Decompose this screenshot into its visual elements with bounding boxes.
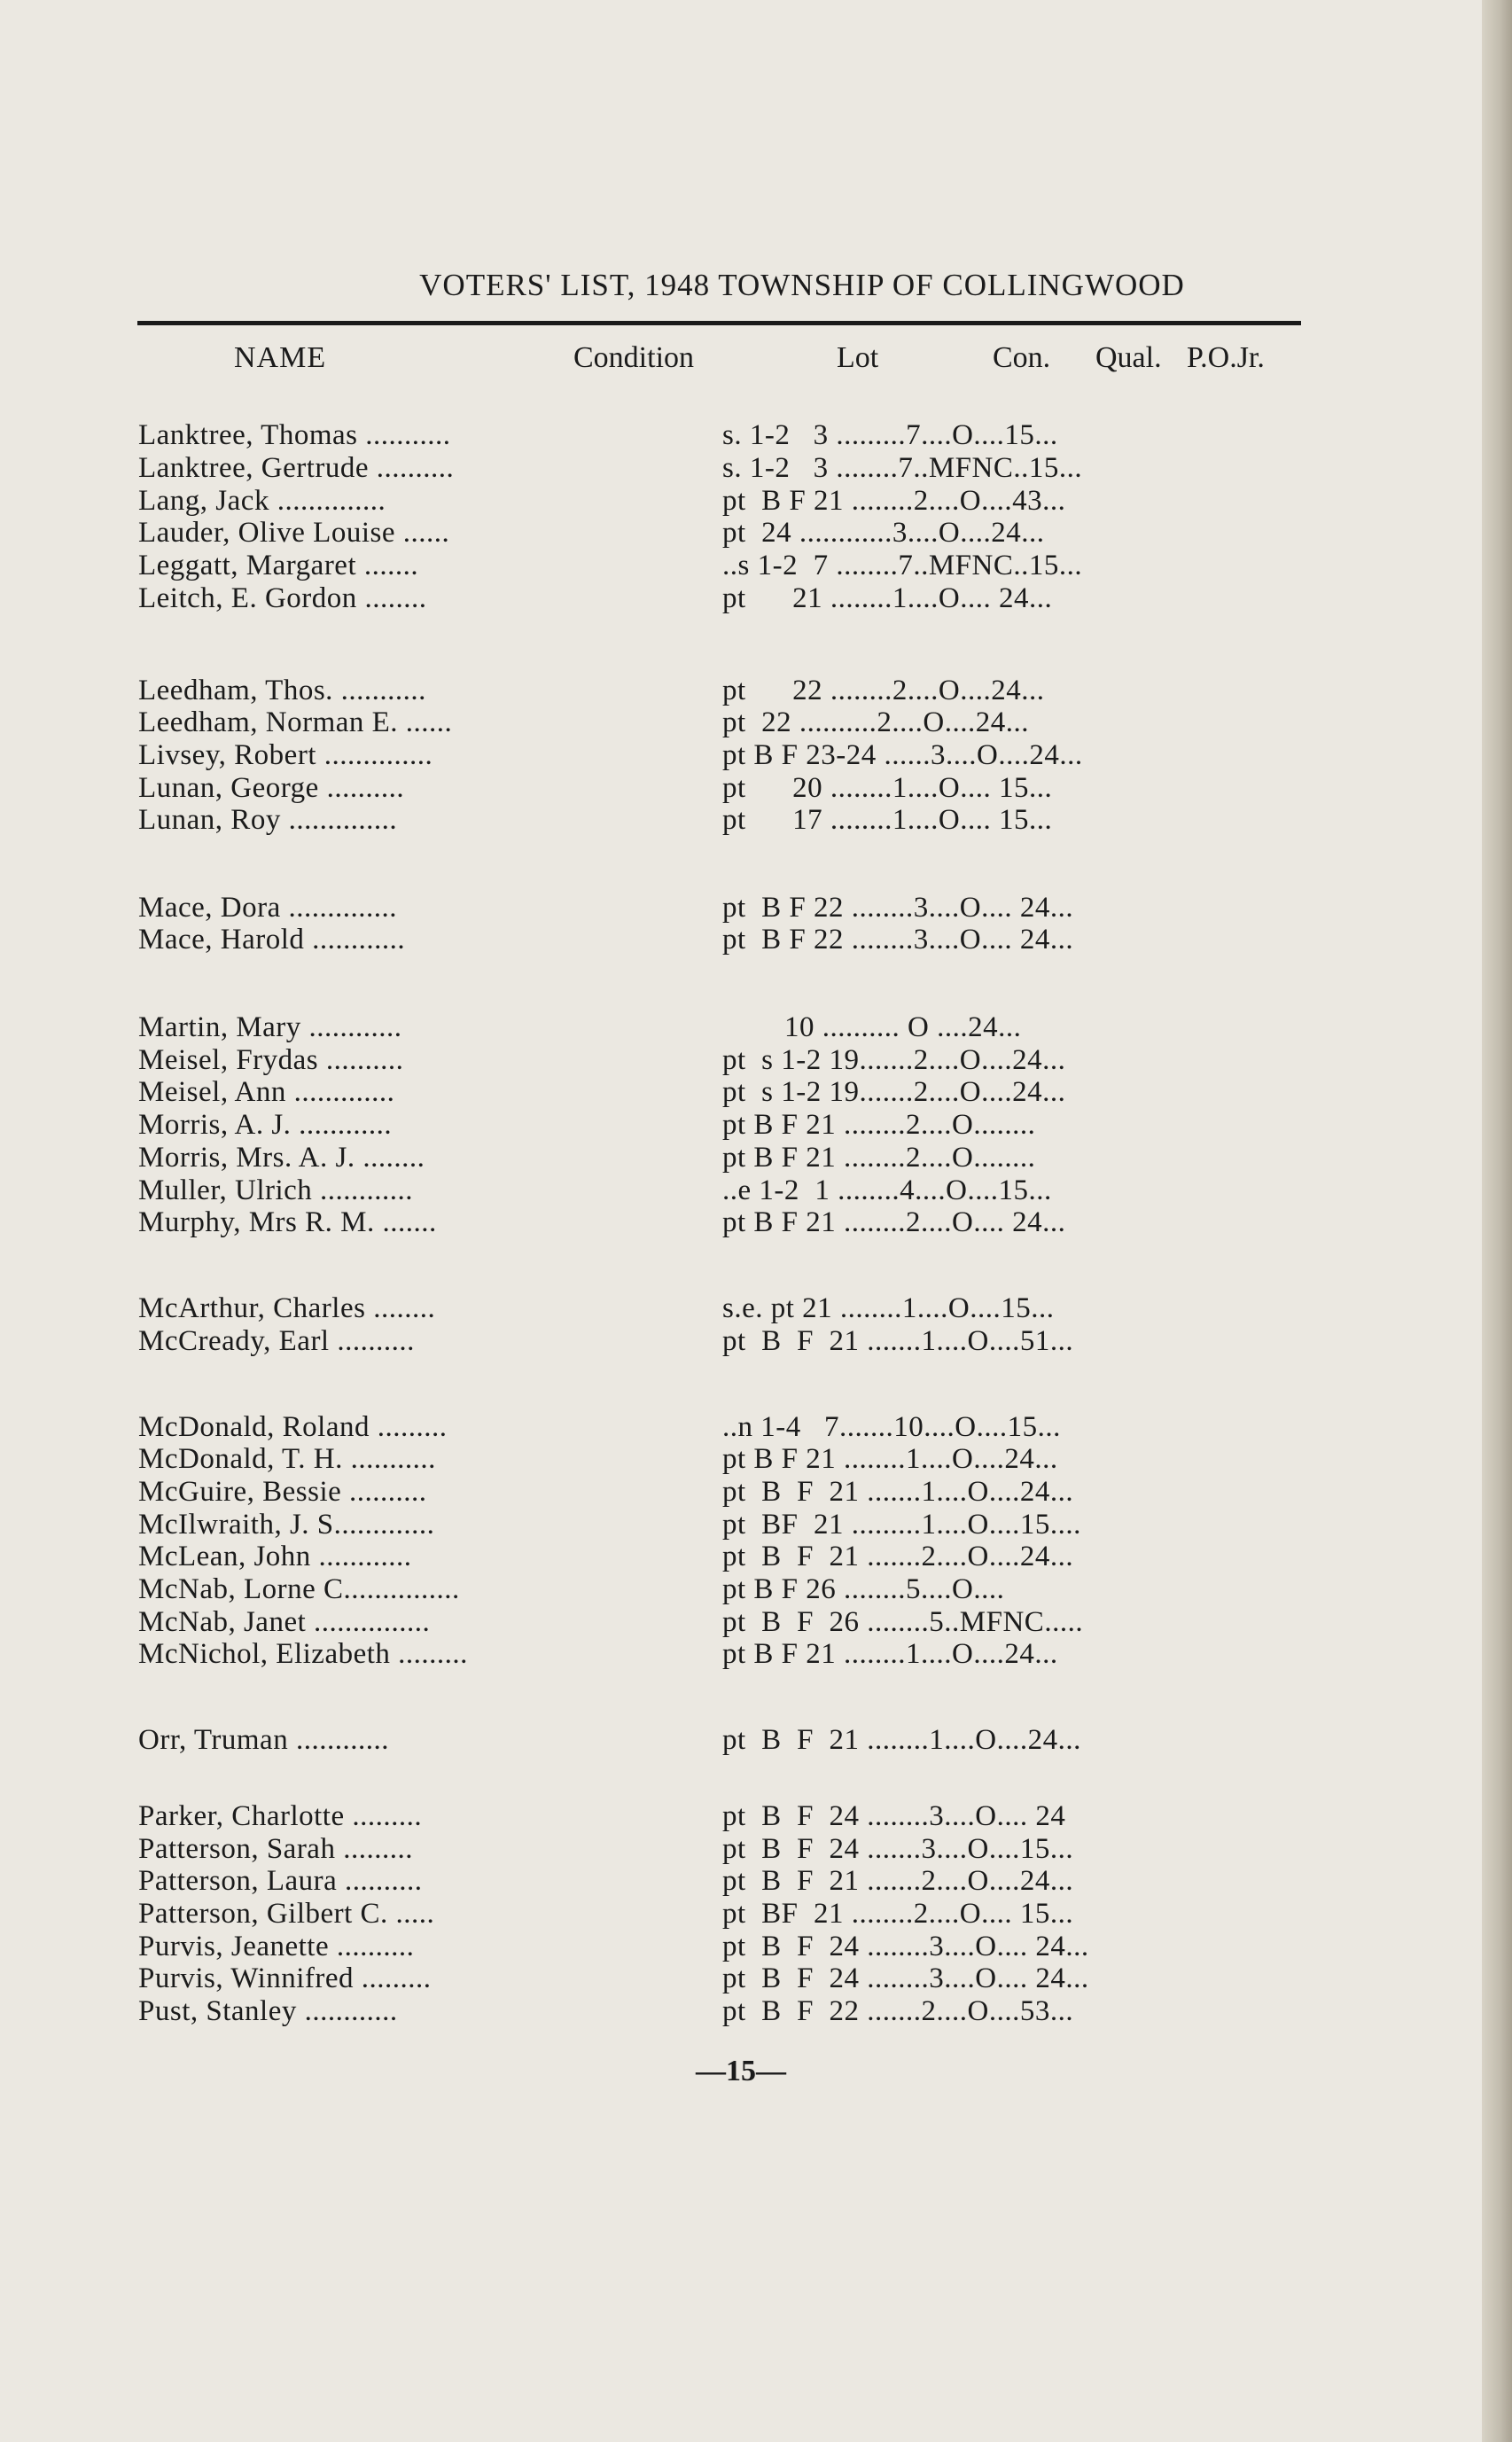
voter-details: pt s 1-2 19.......2....O....24... bbox=[722, 1076, 1066, 1108]
voter-details: pt B F 22 ........3....O.... 24... bbox=[722, 924, 1074, 956]
voter-name: McLean, John ............ bbox=[138, 1541, 412, 1572]
voter-details: pt B F 24 ........3....O.... 24 bbox=[722, 1800, 1066, 1832]
column-header-condition: Condition bbox=[573, 341, 695, 374]
voter-details: pt 20 ........1....O.... 15... bbox=[722, 772, 1053, 804]
voter-row bbox=[0, 582, 1482, 616]
voter-name: Mace, Harold ............ bbox=[138, 924, 406, 956]
voter-details: pt B F 21 ........2....O.... 24... bbox=[722, 1206, 1066, 1238]
voter-row bbox=[0, 1011, 1482, 1045]
voter-name: Lanktree, Thomas ........... bbox=[138, 419, 451, 451]
voter-details: pt B F 23-24 ......3....O....24... bbox=[722, 739, 1083, 771]
page-number: —15— bbox=[696, 2055, 786, 2087]
voter-row bbox=[0, 1109, 1482, 1143]
voter-name: Livsey, Robert .............. bbox=[138, 739, 433, 771]
voter-details: pt BF 21 ........2....O.... 15... bbox=[722, 1898, 1074, 1930]
voter-name: Purvis, Winnifred ......... bbox=[138, 1962, 432, 1994]
voter-row bbox=[0, 1800, 1482, 1834]
voter-name: Leedham, Norman E. ...... bbox=[138, 706, 453, 738]
voter-details: s. 1-2 3 .........7....O....15... bbox=[722, 419, 1058, 451]
voter-details: ..e 1-2 1 ........4....O....15... bbox=[722, 1174, 1052, 1206]
voter-name: Lang, Jack .............. bbox=[138, 485, 386, 517]
voter-name: McArthur, Charles ........ bbox=[138, 1292, 436, 1324]
voter-row bbox=[0, 1411, 1482, 1445]
voter-details: 10 .......... O ....24... bbox=[722, 1011, 1022, 1043]
page-title: VOTERS' LIST, 1948 TOWNSHIP OF COLLINGWOOD bbox=[419, 268, 1185, 302]
voter-row bbox=[0, 1044, 1482, 1078]
voter-row bbox=[0, 739, 1482, 773]
column-header-po: P.O.Jr. bbox=[1187, 341, 1265, 374]
voter-row bbox=[0, 1443, 1482, 1477]
voter-name: Leggatt, Margaret ....... bbox=[138, 550, 419, 581]
voter-row bbox=[0, 1898, 1482, 1931]
voter-row bbox=[0, 1476, 1482, 1510]
column-header-lot: Lot bbox=[837, 341, 879, 374]
voter-details: pt B F 24 ........3....O.... 24... bbox=[722, 1962, 1089, 1994]
header-rule bbox=[137, 321, 1301, 325]
column-header-con: Con. bbox=[993, 341, 1051, 374]
voter-name: McNab, Janet ............... bbox=[138, 1606, 431, 1638]
voter-name: Meisel, Frydas .......... bbox=[138, 1044, 404, 1076]
voter-row bbox=[0, 1076, 1482, 1110]
voter-details: pt B F 21 ........2....O........ bbox=[722, 1142, 1036, 1174]
page-edge-shadow bbox=[1482, 0, 1512, 2442]
voter-row bbox=[0, 550, 1482, 583]
voter-name: McCready, Earl .......... bbox=[138, 1325, 415, 1357]
voter-details: pt 24 ............3....O....24... bbox=[722, 517, 1045, 549]
voter-name: Martin, Mary ............ bbox=[138, 1011, 402, 1043]
voter-name: Patterson, Laura .......... bbox=[138, 1865, 423, 1897]
voter-details: ..n 1-4 7.......10....O....15... bbox=[722, 1411, 1061, 1443]
voter-name: McIlwraith, J. S............. bbox=[138, 1509, 435, 1541]
voter-name: Meisel, Ann ............. bbox=[138, 1076, 395, 1108]
voter-name: McDonald, T. H. ........... bbox=[138, 1443, 436, 1475]
voter-name: McDonald, Roland ......... bbox=[138, 1411, 448, 1443]
voter-details: pt B F 26 ........5..MFNC..... bbox=[722, 1606, 1084, 1638]
voter-row bbox=[0, 1833, 1482, 1867]
voter-row bbox=[0, 1865, 1482, 1899]
voter-name: McNab, Lorne C............... bbox=[138, 1573, 460, 1605]
voter-details: pt 22 ........2....O....24... bbox=[722, 675, 1045, 706]
voter-name: Patterson, Sarah ......... bbox=[138, 1833, 413, 1865]
voter-row bbox=[0, 1931, 1482, 1964]
voter-name: Lanktree, Gertrude .......... bbox=[138, 452, 455, 484]
voter-row bbox=[0, 485, 1482, 519]
voter-details: pt 17 ........1....O.... 15... bbox=[722, 804, 1053, 836]
voter-row bbox=[0, 1142, 1482, 1175]
voter-row bbox=[0, 772, 1482, 806]
voter-row bbox=[0, 1573, 1482, 1607]
voter-name: Purvis, Jeanette .......... bbox=[138, 1931, 415, 1962]
column-header-name: NAME bbox=[234, 341, 327, 374]
voter-details: pt B F 26 ........5....O.... bbox=[722, 1573, 1005, 1605]
voter-row bbox=[0, 1292, 1482, 1326]
voter-details: pt B F 21 .......2....O....24... bbox=[722, 1865, 1074, 1897]
voter-name: McNichol, Elizabeth ......... bbox=[138, 1638, 468, 1670]
voter-details: pt B F 22 ........3....O.... 24... bbox=[722, 892, 1074, 924]
voter-row bbox=[0, 419, 1482, 453]
voter-details: pt 22 ..........2....O....24... bbox=[722, 706, 1029, 738]
voter-row bbox=[0, 1638, 1482, 1672]
voter-details: pt s 1-2 19.......2....O....24... bbox=[722, 1044, 1066, 1076]
voter-name: Morris, A. J. ............ bbox=[138, 1109, 393, 1141]
voter-row bbox=[0, 517, 1482, 550]
voter-name: Mace, Dora .............. bbox=[138, 892, 398, 924]
voter-row bbox=[0, 1206, 1482, 1240]
voter-name: Morris, Mrs. A. J. ........ bbox=[138, 1142, 425, 1174]
voter-details: pt BF 21 .........1....O....15.... bbox=[722, 1509, 1081, 1541]
voter-details: s.e. pt 21 ........1....O....15... bbox=[722, 1292, 1055, 1324]
voter-details: pt B F 24 ........3....O.... 24... bbox=[722, 1931, 1089, 1962]
voter-name: Lunan, Roy .............. bbox=[138, 804, 398, 836]
voter-name: Patterson, Gilbert C. ..... bbox=[138, 1898, 435, 1930]
voter-row bbox=[0, 452, 1482, 486]
voter-name: Lunan, George .......... bbox=[138, 772, 405, 804]
voter-name: Muller, Ulrich ............ bbox=[138, 1174, 414, 1206]
voter-name: Orr, Truman ............ bbox=[138, 1724, 389, 1756]
voter-name: Pust, Stanley ............ bbox=[138, 1995, 398, 2027]
voter-row bbox=[0, 706, 1482, 740]
voter-row bbox=[0, 924, 1482, 957]
voter-details: pt B F 21 ........1....O....24... bbox=[722, 1724, 1081, 1756]
voter-details: pt B F 21 .......1....O....24... bbox=[722, 1476, 1074, 1508]
voter-details: pt B F 21 ........1....O....24... bbox=[722, 1443, 1058, 1475]
voter-row bbox=[0, 1325, 1482, 1359]
voter-details: pt B F 21 ........2....O....43... bbox=[722, 485, 1066, 517]
voter-row bbox=[0, 1724, 1482, 1758]
voter-details: pt 21 ........1....O.... 24... bbox=[722, 582, 1053, 614]
voter-details: s. 1-2 3 ........7..MFNC..15... bbox=[722, 452, 1083, 484]
voter-name: McGuire, Bessie .......... bbox=[138, 1476, 427, 1508]
voter-row bbox=[0, 1509, 1482, 1542]
voter-name: Murphy, Mrs R. M. ....... bbox=[138, 1206, 437, 1238]
voter-row bbox=[0, 1174, 1482, 1208]
voter-name: Leitch, E. Gordon ........ bbox=[138, 582, 427, 614]
voter-details: ..s 1-2 7 ........7..MFNC..15... bbox=[722, 550, 1083, 581]
voter-details: pt B F 21 ........1....O....24... bbox=[722, 1638, 1058, 1670]
voter-row bbox=[0, 1962, 1482, 1996]
voter-row bbox=[0, 1541, 1482, 1574]
voter-name: Lauder, Olive Louise ...... bbox=[138, 517, 450, 549]
voter-row bbox=[0, 892, 1482, 925]
voter-row bbox=[0, 1606, 1482, 1640]
voter-details: pt B F 21 .......1....O....51... bbox=[722, 1325, 1074, 1357]
voter-details: pt B F 24 .......3....O....15... bbox=[722, 1833, 1074, 1865]
voter-details: pt B F 22 .......2....O....53... bbox=[722, 1995, 1074, 2027]
voter-row bbox=[0, 1995, 1482, 2029]
voter-row bbox=[0, 804, 1482, 838]
voter-details: pt B F 21 .......2....O....24... bbox=[722, 1541, 1074, 1572]
voter-details: pt B F 21 ........2....O........ bbox=[722, 1109, 1036, 1141]
voter-name: Parker, Charlotte ......... bbox=[138, 1800, 423, 1832]
voter-row bbox=[0, 675, 1482, 708]
voter-name: Leedham, Thos. ........... bbox=[138, 675, 426, 706]
column-header-qual: Qual. bbox=[1095, 341, 1162, 374]
